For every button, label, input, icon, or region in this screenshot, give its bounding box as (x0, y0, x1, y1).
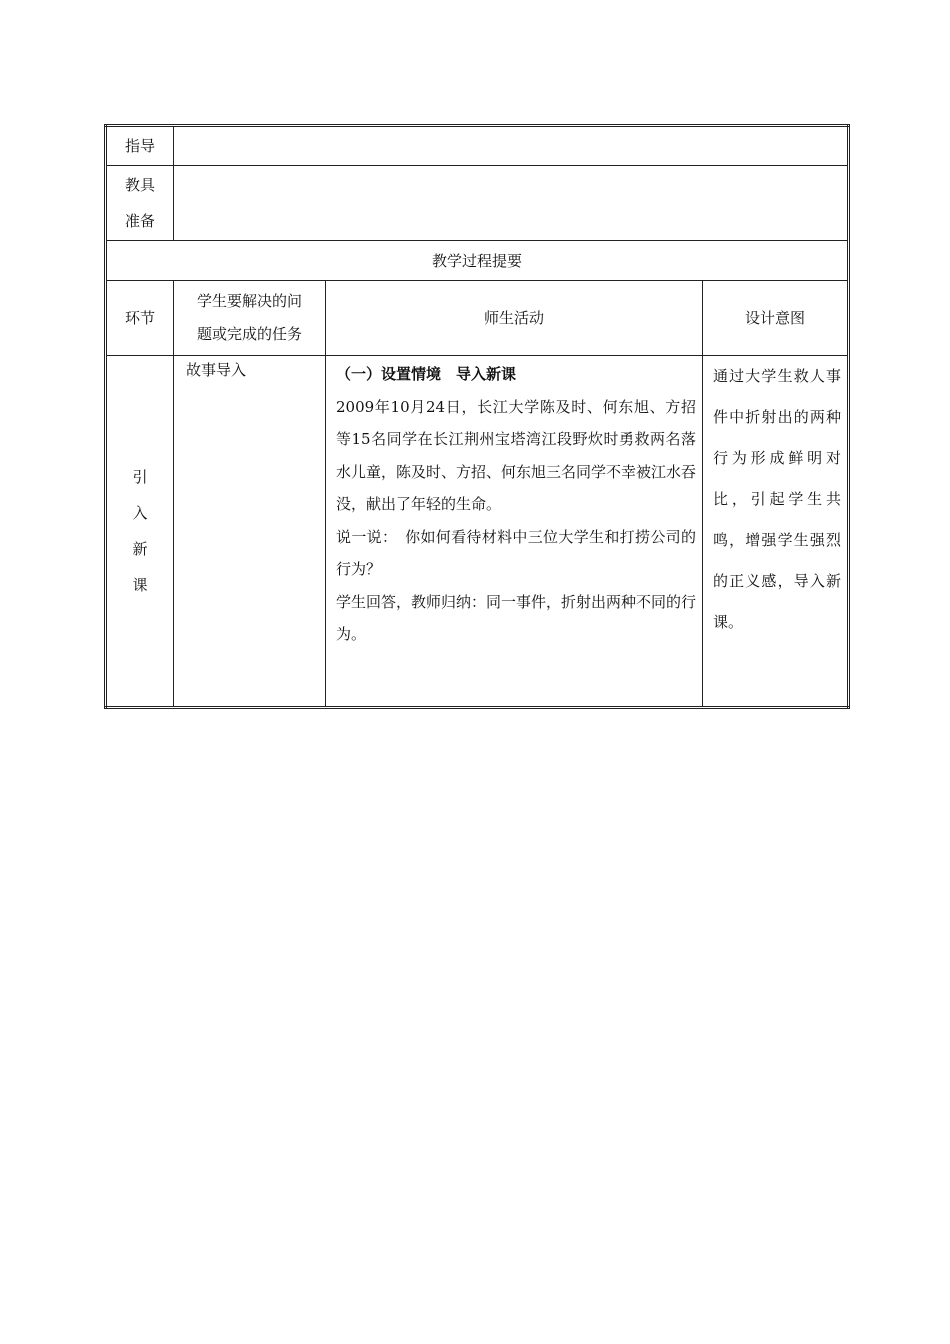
tools-label-line1: 教具 (125, 176, 156, 194)
guidance-label: 指导 (106, 126, 174, 166)
header-task-line2: 题或完成的任务 (196, 325, 302, 343)
guidance-content (174, 126, 849, 166)
header-activity: 师生活动 (326, 281, 703, 356)
section-row (106, 356, 849, 708)
process-title-row (106, 241, 849, 281)
stage-char: 入 (132, 504, 148, 522)
process-title: 教学过程提要 (106, 241, 849, 281)
activity-cell (326, 356, 703, 708)
activity-paragraph: 说一说： 你如何看待材料中三位大学生和打捞公司的行为？ (336, 527, 696, 578)
stage-char: 新 (132, 540, 148, 558)
task-cell: 故事导入 (174, 356, 326, 708)
purpose-cell: 通过大学生救人事件中折射出的两种行为形成鲜明对比，引起学生共鸣，增强学生强烈的正义感，导入新课。 (703, 356, 849, 708)
header-stage: 环节 (106, 281, 174, 356)
stage-cell (106, 356, 174, 708)
activity-paragraph: 学生回答，教师归纳：同一事件，折射出两种不同的行为。 (336, 592, 697, 643)
stage-char: 课 (132, 576, 148, 594)
header-purpose: 设计意图 (703, 281, 849, 356)
tools-label-line2: 准备 (125, 212, 156, 230)
tools-row (106, 166, 849, 241)
stage-char: 引 (132, 468, 148, 486)
guidance-row (106, 126, 849, 166)
lesson-plan-table (104, 124, 850, 709)
tools-label (106, 166, 174, 241)
tools-content (174, 166, 849, 241)
header-row (106, 281, 849, 356)
header-task (174, 281, 326, 356)
activity-paragraph: 2009年10月24日，长江大学陈及时、何东旭、方招等15名同学在长江荆州宝塔湾江段野炊时勇救两名落水儿童，陈及时、方招、何东旭三名同学不幸被江水吞没，献出了年轻的生命。 (336, 397, 697, 513)
header-task-line1: 学生要解决的问 (196, 292, 302, 310)
activity-heading: （一）设置情境 导入新课 (336, 365, 517, 383)
